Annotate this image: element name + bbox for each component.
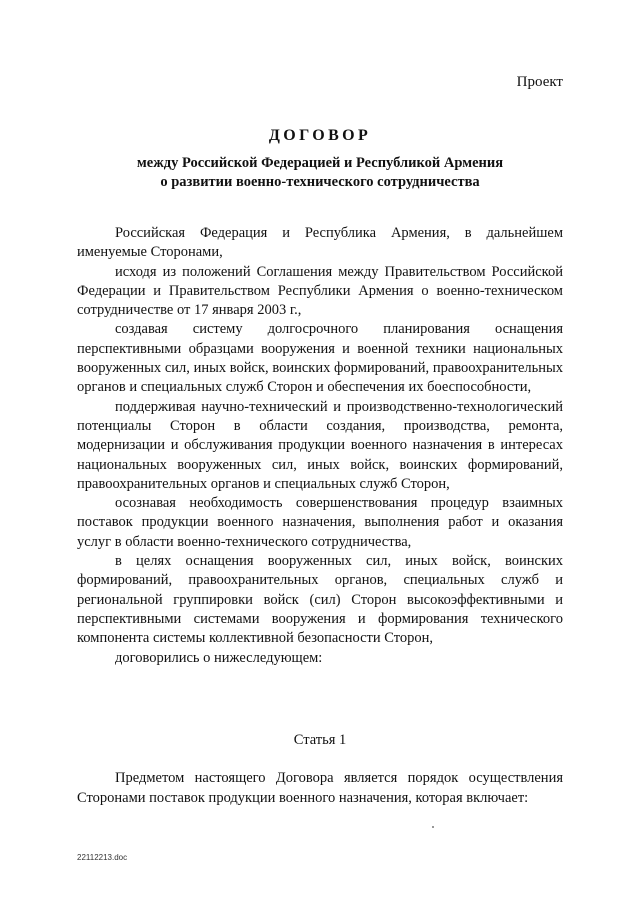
- subtitle-line: о развитии военно-технического сотрудничества: [160, 174, 480, 190]
- article-body: [77, 768, 563, 808]
- draft-label: Проект: [516, 74, 563, 90]
- preamble-paragraph: осознавая необходимость совершенствования процедур взаимных поставок продукции военного назначения, выполнения работ и оказания услуг в области военно-технического сотрудничества,: [77, 495, 563, 550]
- article-heading: Статья 1: [293, 732, 347, 748]
- subtitle-line: между Российской Федерацией и Республикой Армения: [136, 155, 504, 171]
- preamble-paragraph: договорились о нижеследующем:: [115, 649, 323, 666]
- preamble-paragraph: поддерживая научно-технический и производственно-технологический потенциалы Сторон в области создания, производства, ремонта, модернизации и обслуживания продукции военного назначения в интересах национальных вооруженных сил, иных войск, воинских формирований, правоохранительных органов и специальных служб Сторон,: [77, 398, 563, 492]
- preamble-paragraph: исходя из положений Соглашения между Правительством Российской Федерации и Правительством Республики Армения о военно-техническом сотрудничестве от 17 января 2003 г.,: [77, 263, 563, 319]
- preamble: [77, 224, 563, 668]
- preamble-paragraph: в целях оснащения вооруженных сил, иных войск, воинских формирований, правоохранительных органов, специальных служб и региональной группировки войск (сил) Сторон высокоэффективными и перспективными системами вооружения и формирования технического компонента системы коллективной безопасности Сторон,: [77, 553, 563, 647]
- scan-speck: [432, 826, 434, 828]
- preamble-paragraph: Российская Федерация и Республика Армения, в дальнейшем именуемые Сторонами,: [77, 225, 563, 261]
- preamble-paragraph: создавая систему долгосрочного планирования оснащения перспективными образцами вооружения и военной техники национальных вооруженных сил, иных войск, воинских формирований, правоохранительных органов и специальных служб Сторон и обеспечения их боеспособности,: [77, 321, 563, 396]
- footer-filename: 22112213.doc: [77, 853, 128, 862]
- document-subtitle: [0, 154, 640, 192]
- article-paragraph: Предметом настоящего Договора является порядок осуществления Сторонами поставок продукции военного назначения, которая включает:: [77, 770, 563, 806]
- document-title: ДОГОВОР: [268, 127, 372, 144]
